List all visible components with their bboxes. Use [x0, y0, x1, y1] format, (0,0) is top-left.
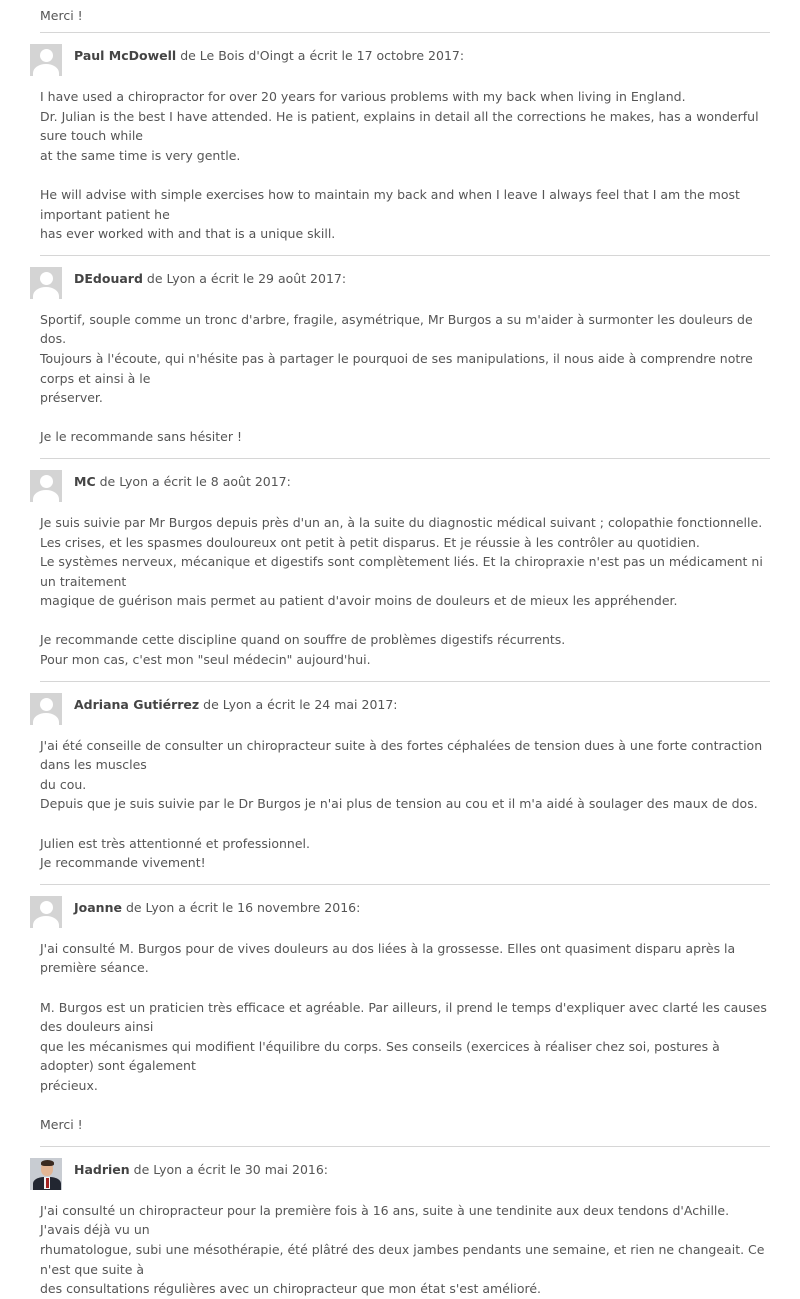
review-author: Hadrien [74, 1161, 130, 1177]
review-paragraph [40, 1201, 770, 1299]
review-meta [74, 1160, 328, 1180]
review-meta [74, 695, 398, 715]
review-line: has ever worked with and that is a unique skill. [40, 226, 336, 242]
review-line: Je recommande vivement! [40, 855, 206, 871]
review-line: Les crises, et les spasmes douloureux ont petit à petit disparus. Et je réussie à les contrôler au quotidien. [40, 534, 700, 550]
review-header [30, 267, 770, 300]
review-paragraph [40, 630, 770, 669]
review-paragraph [40, 185, 770, 244]
review-line: Sportif, souple comme un tronc d'arbre, fragile, asymétrique, Mr Burgos a su m'aider à surmonter les douleurs de dos. [40, 311, 753, 347]
default-avatar-icon [30, 693, 62, 725]
review-paragraph [40, 1115, 770, 1135]
review-paragraph [40, 939, 770, 978]
default-avatar-icon [30, 896, 62, 928]
review-author: DEdouard [74, 270, 143, 286]
review-location-date: de Le Bois d'Oingt a écrit le 17 octobre 2017: [180, 48, 465, 63]
review-header [30, 470, 770, 503]
review-line: J'ai consulté un chiropracteur pour la première fois à 16 ans, suite à une tendinite aux deux tendons d'Achille. J'avais déjà vu un [40, 1202, 730, 1238]
review-author: Adriana Gutiérrez [74, 696, 200, 712]
review-line: Merci ! [40, 1117, 83, 1133]
review-meta [74, 46, 464, 66]
review-meta [74, 472, 291, 492]
review-item [40, 681, 770, 873]
review-body [40, 736, 770, 873]
review-paragraph [40, 87, 770, 165]
review-line: at the same time is very gentle. [40, 147, 241, 163]
review-location-date: de Lyon a écrit le 29 août 2017: [146, 270, 347, 286]
review-line: que les mécanismes qui modifient l'équilibre du corps. Ses conseils (exercices à réaliser chez soi, postures à adopter) sont également [40, 1038, 720, 1074]
review-line: I have used a chiropractor for over 20 years for various problems with my back when living in England. [40, 89, 686, 104]
review-header [30, 44, 770, 77]
review-line: Toujours à l'écoute, qui n'hésite pas à partager le pourquoi de ses manipulations, il nous aide à comprendre notre corps et ainsi à le [40, 350, 753, 386]
review-location-date: de Lyon a écrit le 30 mai 2016: [133, 1161, 329, 1177]
review-item [40, 255, 770, 447]
review-item [40, 458, 770, 670]
review-location-date: de Lyon a écrit le 24 mai 2017: [203, 696, 398, 712]
review-location-date: de Lyon a écrit le 8 août 2017: [99, 473, 291, 489]
review-meta [74, 269, 346, 289]
review-meta [74, 898, 360, 918]
review-body [40, 513, 770, 670]
review-line: Dr. Julian is the best I have attended. He is patient, explains in detail all the corrections he makes, has a wonderful sure touch while [40, 108, 759, 144]
review-line: Julien est très attentionné et professionnel. [40, 835, 310, 851]
review-line: préserver. [40, 390, 103, 406]
review-item [40, 1146, 770, 1299]
user-photo-avatar [30, 1158, 62, 1190]
previous-review-tail: Merci ! [40, 8, 83, 23]
review-header [30, 1158, 770, 1191]
review-line: Je le recommande sans hésiter ! [40, 429, 242, 445]
review-line: magique de guérison mais permet au patient d'avoir moins de douleurs et de mieux les appréhender. [40, 593, 678, 609]
review-author: Paul McDowell [74, 48, 177, 63]
default-avatar-icon [30, 267, 62, 299]
review-line: précieux. [40, 1077, 98, 1093]
review-line: He will advise with simple exercises how to maintain my back and when I leave I always feel that I am the most important patient he [40, 186, 740, 222]
review-author: Joanne [74, 899, 122, 915]
review-item [40, 884, 770, 1135]
review-line: J'ai été conseille de consulter un chiropracteur suite à des fortes céphalées de tension dues à une forte contraction dans les muscles [40, 737, 763, 773]
review-header [30, 896, 770, 929]
review-body [40, 310, 770, 447]
review-line: Depuis que je suis suivie par le Dr Burgos je n'ai plus de tension au cou et il m'a aidé à soulager des maux de dos. [40, 796, 758, 812]
review-paragraph [40, 736, 770, 814]
review-line: M. Burgos est un praticien très efficace et agréable. Par ailleurs, il prend le temps d'expliquer avec clarté les causes des douleurs ainsi [40, 999, 767, 1035]
review-item [40, 32, 770, 244]
default-avatar-icon [30, 470, 62, 502]
review-paragraph [40, 427, 770, 447]
review-paragraph [40, 513, 770, 611]
review-header [30, 693, 770, 726]
review-line: Je recommande cette discipline quand on souffre de problèmes digestifs récurrents. [40, 632, 566, 648]
default-avatar-icon [30, 44, 62, 76]
review-line: des consultations régulières avec un chiropracteur que mon état s'est amélioré. [40, 1281, 542, 1297]
review-body [40, 939, 770, 1135]
review-body [40, 87, 770, 244]
review-paragraph [40, 310, 770, 408]
review-line: rhumatologue, subi une mésothérapie, été plâtré des deux jambes pendants une semaine, et rien ne changeait. Ce n'est que suite à [40, 1241, 765, 1277]
review-line: J'ai consulté M. Burgos pour de vives douleurs au dos liées à la grossesse. Elles ont quasiment disparu après la première séance. [40, 940, 736, 976]
review-body [40, 1201, 770, 1299]
review-line: Le systèmes nerveux, mécanique et digestifs sont complètement liés. Et la chiropraxie n'est pas un médicament ni un traitement [40, 554, 763, 589]
review-paragraph [40, 834, 770, 873]
review-line: du cou. [40, 776, 87, 792]
review-line: Pour mon cas, c'est mon "seul médecin" aujourd'hui. [40, 652, 371, 668]
review-paragraph [40, 998, 770, 1096]
reviews-list [40, 0, 770, 1299]
review-location-date: de Lyon a écrit le 16 novembre 2016: [125, 899, 361, 915]
review-author: MC [74, 473, 96, 489]
review-line: Je suis suivie par Mr Burgos depuis près d'un an, à la suite du diagnostic médical suivant ; colopathie fonctionnelle. [40, 514, 763, 530]
